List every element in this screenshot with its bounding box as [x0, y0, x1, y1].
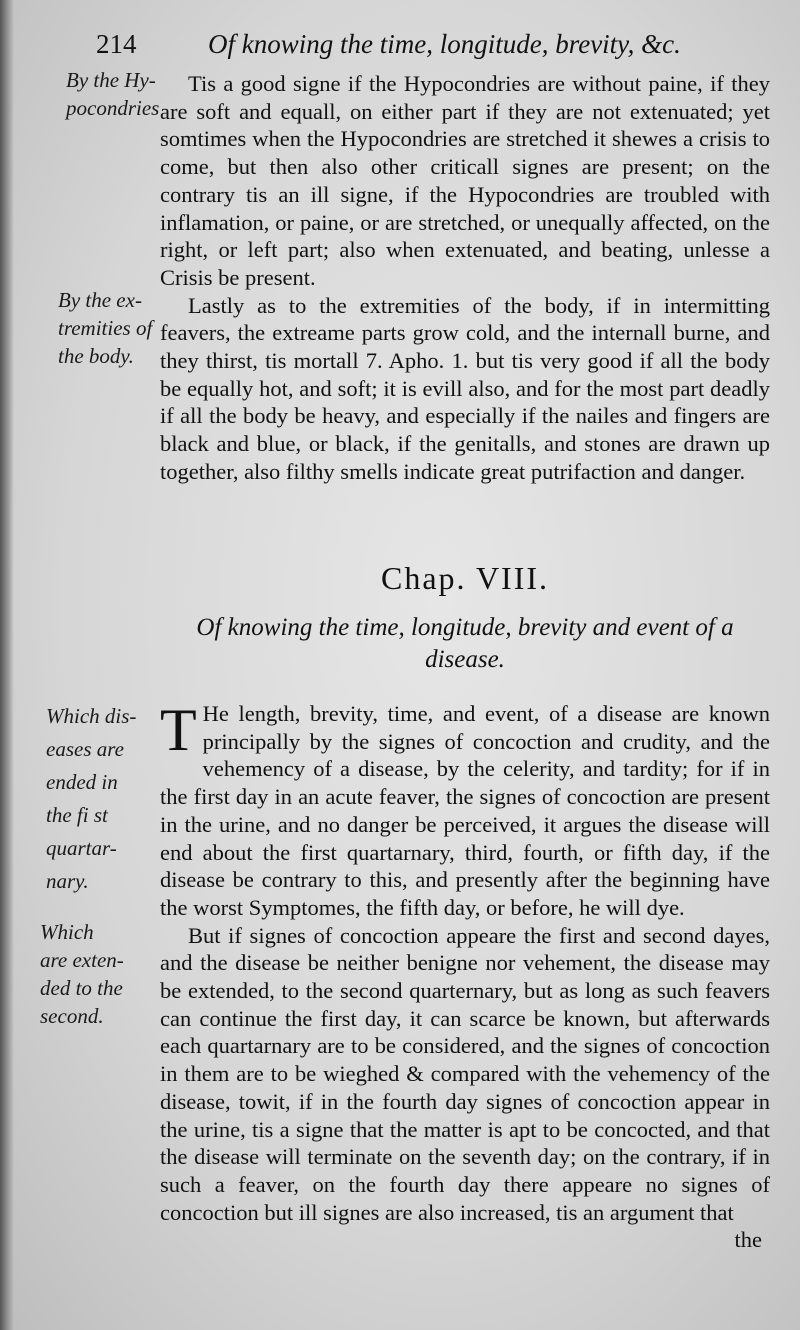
paragraph-length-brevity-text: He length, brevity, time, and event, of a disease are known principally by the signes of concoction and crudity, and the vehemency of a disease, by the celerity, and tardity; for if in the first day in an acute feaver, the signes of concoction are present in the urine, and no danger be perceived, it argues the disease will end about the first quartarnary, third, fourth, or fifth day, if the disease be contrary to this, and presently after the beginning have the worst Symptomes, the fifth day, or before, he will dye. [160, 701, 770, 920]
running-title: Of knowing the time, longitude, brevity, &c. [208, 29, 681, 59]
margin-note-line: nary. [46, 869, 89, 893]
margin-note-line: the fi st [46, 803, 108, 827]
margin-note-line: Which [40, 920, 94, 944]
margin-note-line: second. [40, 1004, 104, 1028]
paragraph-hypocondries: Tis a good signe if the Hypocondries are without paine, if they are soft and equall, on either part if they are not extenuated; yet somtimes when the Hypocondries are stretched it shewes a crisis to come, but then also other criticall signes are present; on the contrary tis an ill signe, if the Hypocondries are troubled with inflamation, or paine, or are stretched, or unequally affected, on the right, or left part; also when extenuated, and beating, unlesse a Crisis be present. [160, 71, 770, 290]
paragraph-signes-of-concoction: But if signes of concoction appeare the first and second dayes, and the disease be neither benigne nor vehement, the disease may be extended, to the second quarternary, but as long as such feavers can continue the first day, it can scarce be known, but afterwards each quartarnary are to be considered, and the signes of concoction in them are to be wieghed & compared with the vehemency of the disease, towit, if in the fourth day signes of concoction appear in the urine, tis a signe that the matter is apt to be concocted, and that the disease will terminate on the seventh day; on the contrary, if in such a feaver, on the fourth day there appeare no signes of concoction but ill signes are also increased, tis an argument that [160, 922, 770, 1225]
margin-note-line: eases are [46, 737, 124, 761]
margin-note-hypocondries [66, 66, 159, 122]
margin-note-first-quartarnary [46, 700, 136, 898]
paragraph-length-brevity [160, 697, 770, 922]
margin-note-line: By the Hy- [66, 68, 156, 92]
body-text-lower [160, 697, 770, 1254]
page-number: 214 [96, 29, 137, 59]
chapter-heading: Chap. VIII. [380, 560, 550, 596]
margin-note-line: pocondries [66, 96, 160, 120]
margin-note-line: the body. [58, 344, 134, 368]
margin-note-line: ded to the [40, 976, 123, 1000]
margin-note-line: ended in [46, 770, 118, 794]
body-text-upper [160, 70, 770, 486]
margin-note-line: quartar- [46, 836, 117, 860]
chapter-title: Of knowing the time, longitude, brevity and event of a disease. [196, 614, 734, 673]
page-header [96, 22, 770, 66]
margin-note-line: tremities of [58, 316, 153, 340]
margin-note-second [40, 918, 124, 1030]
paragraph-extremities: Lastly as to the extremities of the body, if in intermitting feavers, the extreame parts grow cold, and the internall burne, and they thirst, tis mortall 7. Apho. 1. but tis very good if all the body be equally hot, and soft; it is evill also, and for the most part deadly if all the body be heavy, and especially if the nailes and fingers are black and blue, or black, if the genitalls, and stones are drawn up together, also filthy smells indicate great putrifaction and danger. [160, 292, 770, 484]
margin-note-extremities [58, 286, 152, 370]
catchword: the [734, 1227, 762, 1253]
margin-note-line: are exten- [40, 948, 124, 972]
margin-note-line: By the ex- [58, 288, 142, 312]
drop-cap: T [160, 697, 197, 763]
page-gutter-shadow [0, 0, 14, 1330]
margin-note-line: Which dis- [46, 704, 137, 728]
